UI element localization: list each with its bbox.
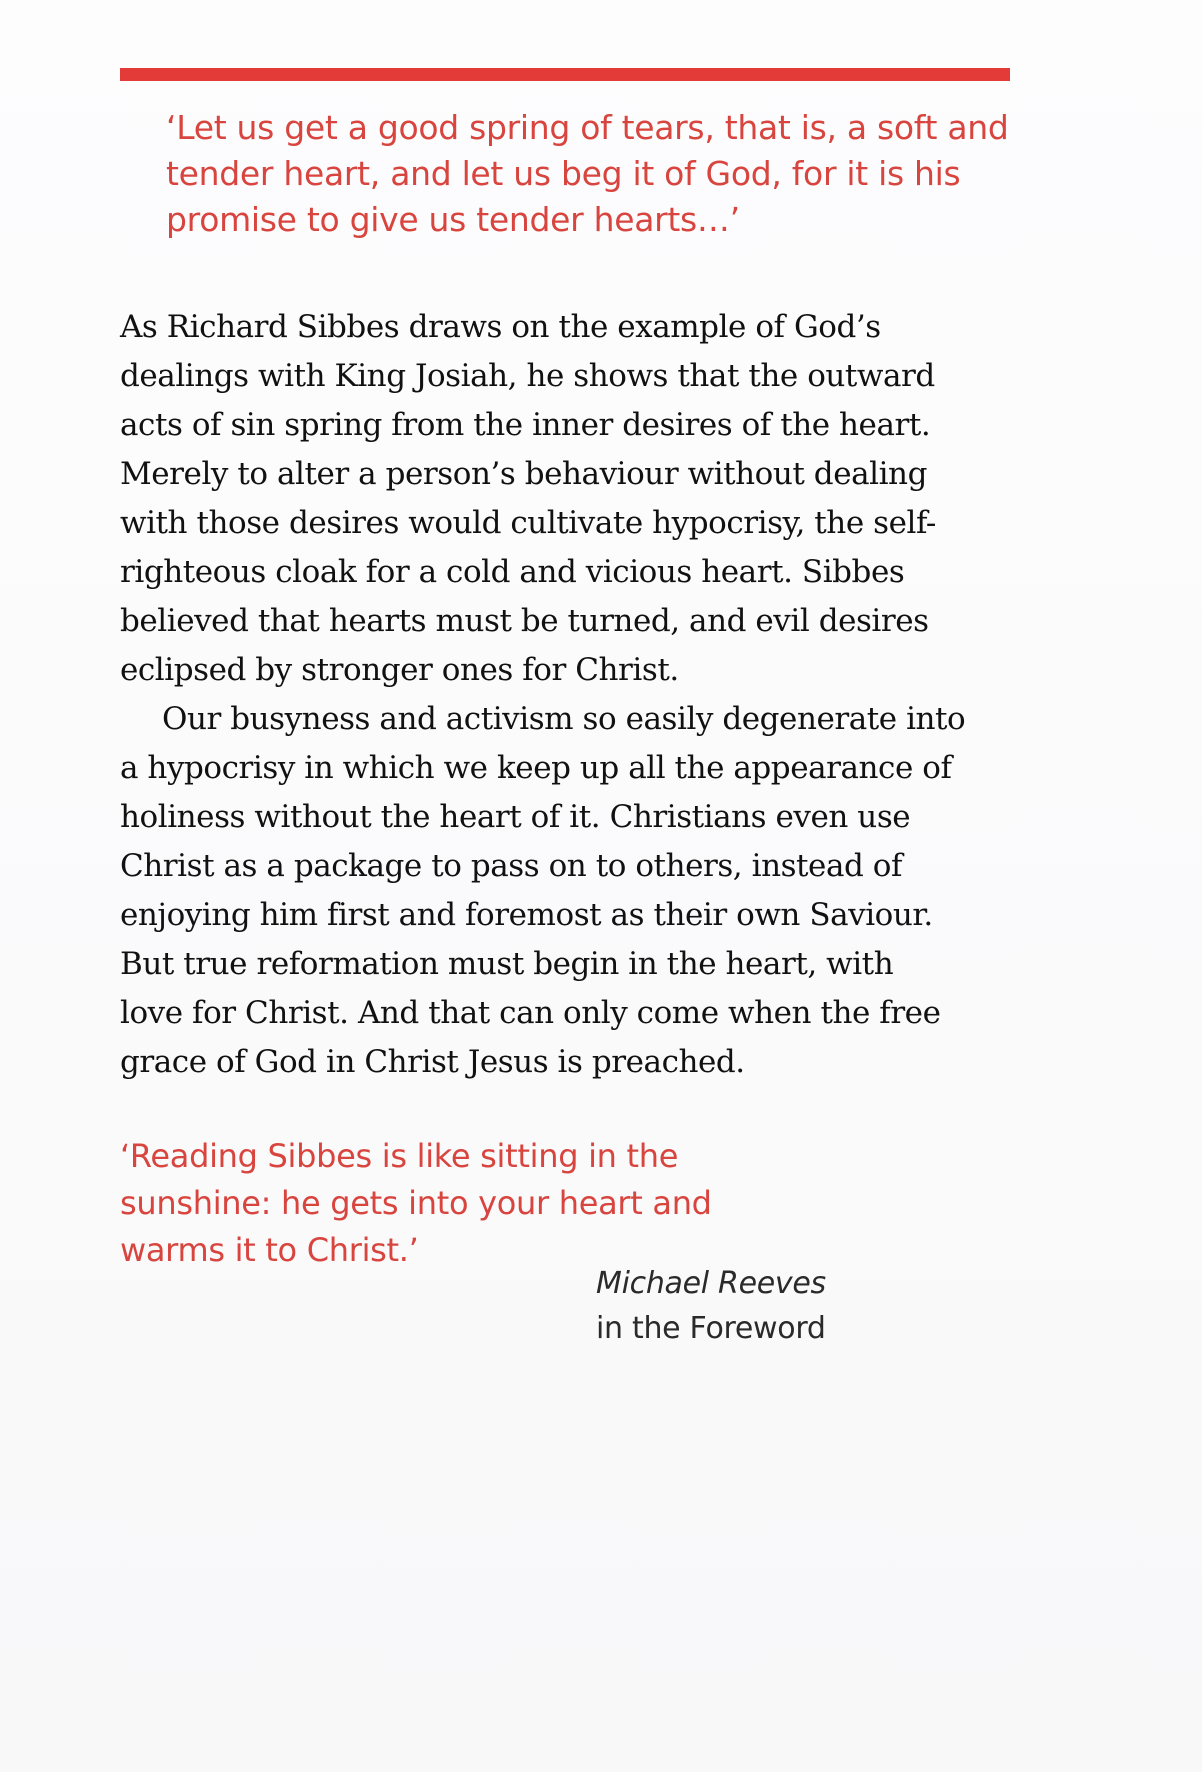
endorsement-line: sunshine: he gets into your heart and: [120, 1184, 712, 1222]
description-line: enjoying him first and foremost as their own Saviour.: [120, 897, 933, 933]
description-line: believed that hearts must be turned, and evil desires: [120, 603, 929, 639]
description-line: acts of sin spring from the inner desires of the heart.: [120, 407, 931, 443]
endorsement-line: warms it to Christ.’: [120, 1231, 419, 1269]
description-line: But true reformation must begin in the heart, with: [120, 946, 894, 982]
description-line: with those desires would cultivate hypocrisy, the self-: [120, 505, 936, 541]
description-line: As Richard Sibbes draws on the example of God’s: [120, 309, 881, 345]
top-red-rule: [120, 68, 1010, 81]
description-line: Our busyness and activism so easily degenerate into: [162, 701, 966, 737]
description-line: holiness without the heart of it. Christians even use: [120, 799, 911, 835]
epigraph-line: ‘Let us get a good spring of tears, that is, a soft and: [166, 108, 1009, 147]
description-line: dealings with King Josiah, he shows that the outward: [120, 358, 935, 394]
endorsement-attribution: [596, 1261, 856, 1351]
epigraph-quote: [166, 105, 1026, 243]
epigraph-line: promise to give us tender hearts…’: [166, 200, 740, 239]
attribution-name: Michael Reeves: [596, 1266, 826, 1301]
description-line: eclipsed by stronger ones for Christ.: [120, 652, 679, 688]
attribution-note: in the Foreword: [596, 1311, 826, 1346]
description-line: righteous cloak for a cold and vicious heart. Sibbes: [120, 554, 905, 590]
description-line: Merely to alter a person’s behaviour without dealing: [120, 456, 927, 492]
endorsement-quote: [120, 1133, 760, 1274]
endorsement-line: ‘Reading Sibbes is like sitting in the: [120, 1137, 679, 1175]
description-line: love for Christ. And that can only come when the free: [120, 995, 941, 1031]
description-line: a hypocrisy in which we keep up all the appearance of: [120, 750, 952, 786]
description-line: grace of God in Christ Jesus is preached.: [120, 1044, 745, 1080]
book-description: [120, 303, 1020, 1087]
epigraph-line: tender heart, and let us beg it of God, for it is his: [166, 154, 961, 193]
description-line: Christ as a package to pass on to others, instead of: [120, 848, 903, 884]
